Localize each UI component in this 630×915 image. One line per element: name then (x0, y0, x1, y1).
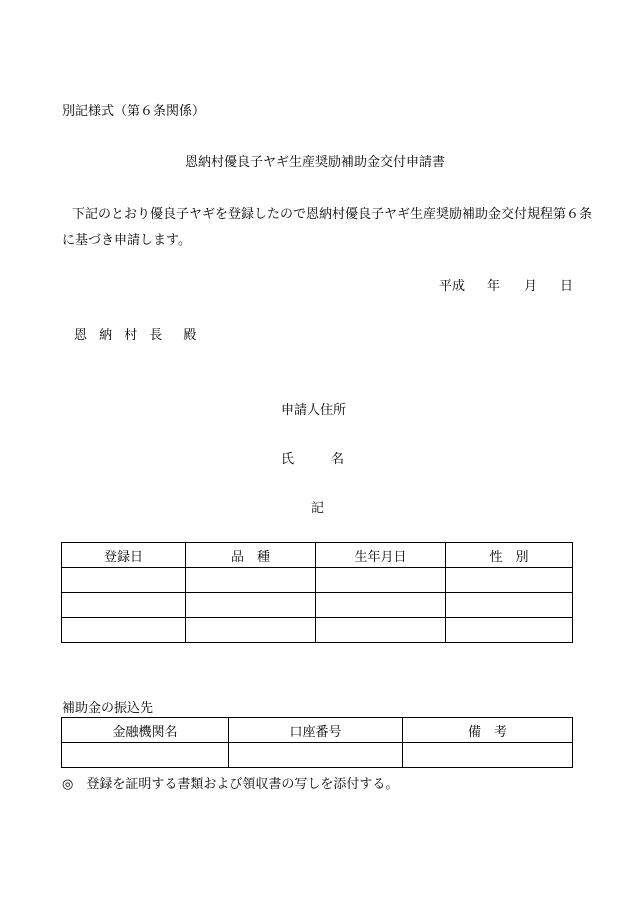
table-cell[interactable] (186, 618, 316, 643)
table-row (62, 593, 573, 618)
table-cell[interactable] (316, 568, 446, 593)
document-title: 恩納村優良子ヤギ生産奨励補助金交付申請書 (184, 155, 445, 170)
registration-table (61, 542, 573, 643)
table-cell[interactable] (446, 618, 573, 643)
table-cell[interactable] (186, 593, 316, 618)
transfer-label: 補助金の振込先 (62, 701, 154, 716)
table-cell[interactable] (62, 593, 186, 618)
ki-marker: 記 (311, 501, 325, 516)
header-registration-date: 登録日 (62, 543, 186, 568)
table-row (62, 743, 573, 768)
attachment-note: ◎ 登録を証明する書類および領収書の写しを添付する。 (62, 777, 399, 792)
date-era: 平成 (439, 279, 466, 294)
table-row (62, 618, 573, 643)
table-cell[interactable] (62, 568, 186, 593)
header-account-number: 口座番号 (229, 718, 403, 743)
table-cell[interactable] (446, 568, 573, 593)
body-text-line-1: 下記のとおり優良子ヤギを登録したので恩納村優良子ヤギ生産奨励補助金交付規程第６条 (72, 207, 593, 222)
addressee: 恩 納 村 長 殿 (74, 328, 201, 343)
header-birth-date: 生年月日 (316, 543, 446, 568)
table-row (62, 568, 573, 593)
header-sex: 性 別 (446, 543, 573, 568)
applicant-name-label-2: 名 (331, 452, 345, 467)
applicant-name-label-1: 氏 (281, 452, 295, 467)
table-cell[interactable] (446, 593, 573, 618)
applicant-address-label: 申請人住所 (281, 403, 347, 418)
table-cell[interactable] (229, 743, 403, 768)
header-bank-name: 金融機関名 (62, 718, 229, 743)
header-breed: 品 種 (186, 543, 316, 568)
table-cell[interactable] (62, 618, 186, 643)
date-day-unit: 日 (560, 279, 574, 294)
table-cell[interactable] (316, 618, 446, 643)
header-remarks: 備 考 (403, 718, 573, 743)
date-month-unit: 月 (524, 279, 538, 294)
table-cell[interactable] (316, 593, 446, 618)
table-header-row (62, 718, 573, 743)
table-cell[interactable] (186, 568, 316, 593)
table-cell[interactable] (403, 743, 573, 768)
form-label: 別記様式（第６条関係） (62, 104, 206, 119)
table-cell[interactable] (62, 743, 229, 768)
bank-table (61, 717, 573, 768)
body-text-line-2: に基づき申請します。 (62, 233, 191, 248)
date-year-unit: 年 (487, 279, 501, 294)
table-header-row (62, 543, 573, 568)
